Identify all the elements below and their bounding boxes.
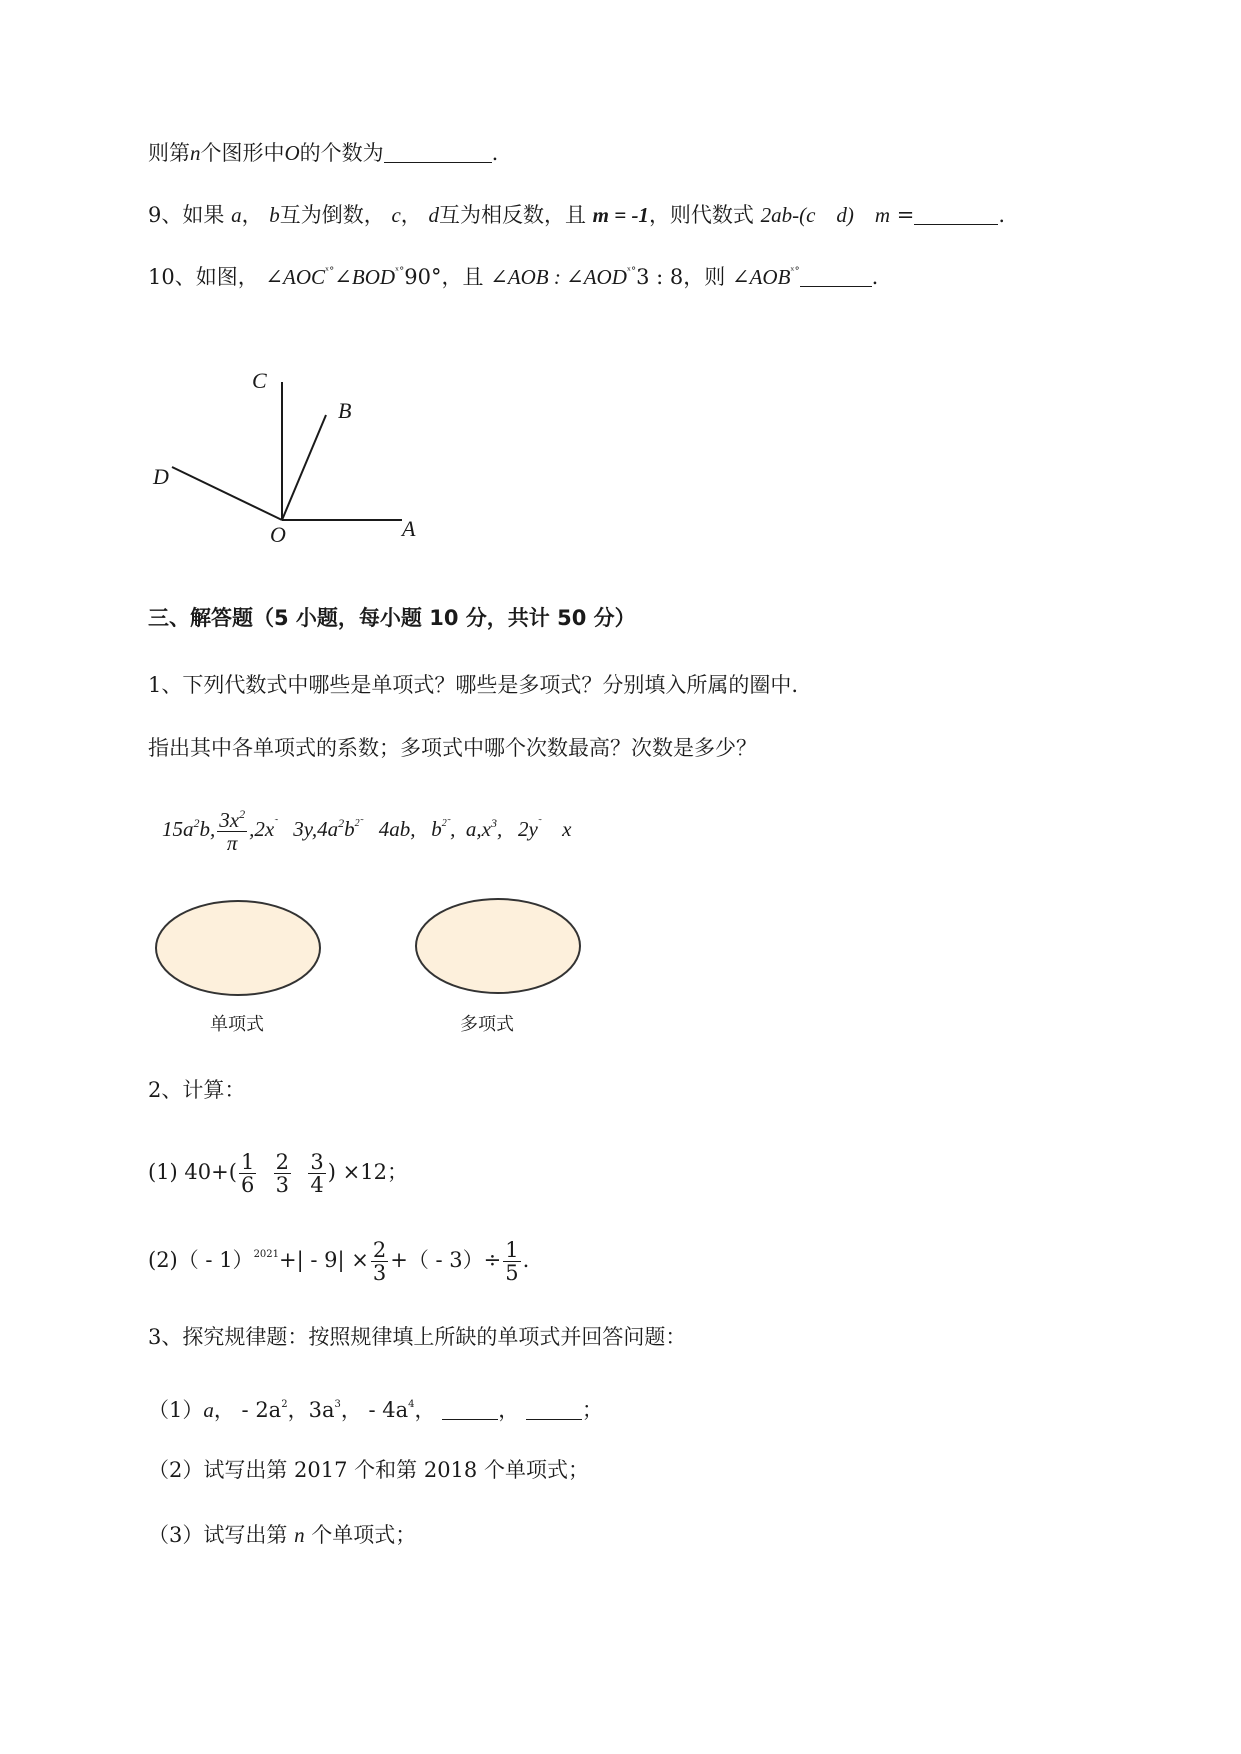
text: 个图形中 [200,141,285,165]
q1-expression [162,798,571,854]
text: ˣ° [790,266,800,277]
label-o: O [270,522,286,547]
text: ， [400,203,422,227]
math-a: a [231,203,242,227]
q9-line [148,200,1005,230]
text: ，则 [683,265,726,289]
math-mark: ˜ [274,818,278,829]
fraction [274,1151,291,1196]
text: ， [414,1398,436,1422]
oval-shape [156,901,320,995]
answer-blank[interactable] [442,1399,498,1420]
exponent: 2 [281,1399,288,1410]
math-term: b, [199,817,216,841]
monomial-oval[interactable] [150,896,330,1000]
math-angle: ∠AOB [731,265,791,289]
text: ˣ° [325,266,335,277]
text: 3 : 8 [636,265,684,289]
math-term: 3y,4a [293,817,339,841]
math-term: ,2x [249,817,275,841]
numerator: 3 [310,1149,324,1174]
answer-blank[interactable] [526,1399,582,1420]
math-mark: ˜ [537,818,542,829]
exponent: 2021 [253,1249,280,1260]
text: (2)（ - 1） [148,1248,254,1272]
angle-figure [140,370,440,560]
math-term: , [450,817,456,841]
answer-blank[interactable] [914,204,998,225]
math-o: O [284,141,300,165]
answer-blank[interactable] [384,142,492,163]
math-term: , [410,817,416,841]
text: ，3a [287,1398,335,1422]
math-exponent: 2 [193,816,200,830]
text: +| - 9| × [279,1248,369,1272]
text: 90° [404,265,442,289]
question-number: 10、 [148,265,196,289]
text: ˣ° [626,266,637,277]
q2-part2 [148,1228,529,1287]
text: (1) 40+( [148,1160,237,1184]
text: ，且 [441,265,484,289]
label-a: A [402,516,416,541]
math-n: n [294,1523,305,1547]
math-term: 4ab [378,817,411,841]
answer-blank[interactable] [800,266,872,287]
text: +（ - 3）÷ [390,1248,502,1272]
ray-od [172,467,282,520]
fraction [371,1239,388,1284]
oval-label-monomial: 单项式 [210,1014,264,1035]
numerator: 1 [505,1237,519,1262]
text: 的个数为 [299,141,384,165]
denominator: 4 [310,1173,324,1197]
math-term: x [562,817,572,841]
oval-shape [416,899,580,993]
math-term: π [226,831,238,856]
math-expression: 2ab-(c d) m [760,203,891,227]
text: . [522,1248,530,1272]
text: . [491,141,499,165]
q3-part1 [148,1390,603,1425]
math-term: a,x [465,817,491,841]
section-heading: 三、解答题（5 小题，每小题 10 分，共计 50 分） [148,606,636,630]
text: ， - 2a [213,1398,282,1422]
exponent: 3 [334,1399,341,1410]
text: 个单项式； [311,1523,417,1547]
math-term: 15a [162,817,194,841]
denominator: 5 [505,1261,519,1285]
text: ， [241,203,263,227]
fraction [308,1151,325,1196]
fraction [217,808,247,854]
q2-part1 [148,1145,408,1199]
text: ； [581,1398,603,1422]
text: 则第 [148,141,190,165]
label-c: C [252,368,267,393]
math-exponent: 2 [239,807,246,822]
math-ratio: ∠AOB : ∠AOD [490,265,627,289]
q10-line [148,257,878,292]
math-term: , [496,817,503,841]
oval-label-polynomial: 多项式 [460,1014,514,1035]
numerator: 2 [275,1149,290,1174]
denominator: 3 [275,1173,290,1197]
math-term: b [431,817,442,841]
text: （3）试写出第 [148,1523,288,1547]
q1-line2: 指出其中各单项式的系数；多项式中哪个次数最高？次数是多少？ [148,736,757,760]
question-number: 9、 [148,203,183,227]
text: 互为相反数，且 [438,203,586,227]
text: . [998,203,1006,227]
exponent: 4 [408,1399,415,1410]
text: 如图， [195,265,259,289]
q3-part2: （2）试写出第 2017 个和第 2018 个单项式； [148,1458,589,1482]
math-angle: ∠BOD [334,265,396,289]
q1-line1: 1、下列代数式中哪些是单项式？哪些是多项式？分别填入所属的圈中. [148,673,799,697]
polynomial-oval[interactable] [410,894,590,998]
math-term: a [203,1398,214,1422]
q8-tail-line [148,138,498,168]
ray-ob [282,415,326,520]
text: ˣ° [395,266,405,277]
denominator: 3 [372,1261,387,1285]
text: ，则代数式 [648,203,754,227]
q3-title: 3、探究规律题：按照规律填上所缺的单项式并回答问题： [148,1325,687,1349]
math-exponent: 3 [490,816,497,830]
math-n: n [190,141,201,165]
math-term: 2y [517,817,538,841]
text: 互为倒数， [279,203,385,227]
text: ， - 4a [340,1398,409,1422]
label-b: B [338,398,352,423]
fraction [503,1239,520,1284]
numerator: 2 [372,1237,387,1262]
math-angle: ∠AOC [265,265,326,289]
math-c: c [391,203,401,227]
text: 如果 [182,203,225,227]
math-d: d [428,203,439,227]
fraction [239,1151,256,1196]
text: ， [498,1398,520,1422]
q3-part3 [148,1520,416,1550]
numerator: 1 [240,1149,255,1174]
q2-title: 2、计算： [148,1078,246,1102]
text: . [871,265,879,289]
math-mark: 2˜ [441,818,451,829]
math-b: b [269,203,280,227]
math-mark: 2˜ [354,818,364,829]
math-term: 3x [219,808,240,833]
math-exponent: 2 [338,816,345,830]
math-condition: m = -1 [592,203,649,227]
label-d: D [153,464,169,489]
text: ) ×12； [327,1160,408,1184]
math-term: b [344,817,355,841]
text: = [896,203,915,227]
denominator: 6 [240,1173,255,1197]
text: （1） [148,1398,204,1422]
